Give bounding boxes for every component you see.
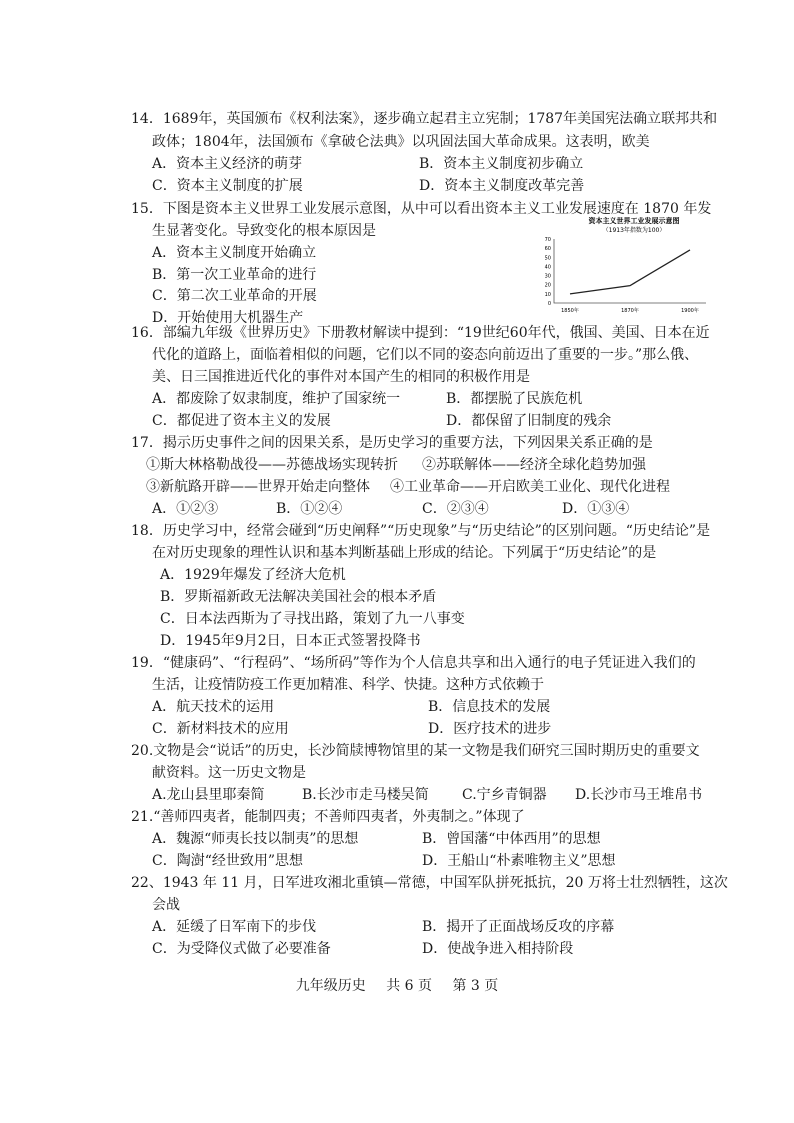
q18-option-d: D．1945年9月2日，日本正式签署投降书 (160, 633, 421, 649)
chart-y-tick-label: 10 (544, 291, 551, 298)
q19-stem-line2: 生活，让疫情防疫工作更加精准、科学、快捷。这种方式依赖于 (152, 677, 544, 693)
q17-option-c: C．②③④ (422, 501, 489, 517)
chart-x-ticks (561, 307, 699, 314)
chart-y-tick-label: 40 (544, 264, 551, 271)
q17-option-b: B．①②④ (276, 501, 343, 517)
q15-option-d: D．开始使用大机器生产 (152, 310, 304, 326)
q14-stem-line1: 14．1689年，英国颁布《权利法案》，逐步确立起君主立宪制；1787年美国宪法确立联邦共和 (131, 111, 718, 127)
q21-option-a: A．魏源“师夷长技以制夷”的思想 (152, 831, 359, 847)
q21-option-b: B．曾国藩“中体西用”的思想 (422, 831, 601, 847)
q21-option-d: D．王船山“朴素唯物主义”思想 (422, 853, 616, 869)
q17-item-4: ④工业革命——开启欧美工业化、现代化进程 (390, 479, 670, 495)
q18-option-a: A．1929年爆发了经济大危机 (160, 567, 346, 583)
q22-option-c: C．为受降仪式做了必要准备 (152, 941, 331, 957)
industry-chart (534, 213, 714, 317)
q15-stem-line1: 15．下图是资本主义世界工业发展示意图，从中可以看出资本主义工业发展速度在 1870 年发 (131, 201, 712, 217)
q22-option-d: D．使战争进入相持阶段 (422, 941, 574, 957)
footer-total-pages: 共 6 页 (386, 978, 432, 994)
q15-option-c: C．第二次工业革命的开展 (152, 288, 317, 304)
chart-x-tick-label: 1870年 (621, 308, 639, 314)
q21-stem-line1: 21.“善师四夷者，能制四夷；不善师四夷者，外夷制之。”体现了 (131, 809, 525, 825)
industry-chart-svg (534, 213, 714, 317)
q19-stem-line1: 19．“健康码”、“行程码”、“场所码”等作为个人信息共享和出入通行的电子凭证进入我们的 (131, 655, 696, 671)
q19-option-c: C．新材料技术的应用 (152, 721, 289, 737)
chart-subtitle: （1913年指数为100） (602, 227, 666, 234)
q17-option-d: D．①③④ (562, 501, 630, 517)
chart-y-ticks (545, 237, 551, 307)
q20-option-a: A.龙山县里耶秦简 (152, 787, 265, 803)
q18-option-b: B．罗斯福新政无法解决美国社会的根本矛盾 (160, 589, 437, 605)
chart-y-tick-label: 50 (544, 255, 551, 262)
q17-item-2: ②苏联解体——经济全球化趋势加强 (422, 457, 646, 473)
chart-y-tick-label: 70 (544, 237, 551, 243)
q14-stem-line2: 政体；1804年，法国颁布《拿破仑法典》以巩固法国大革命成果。这表明，欧美 (152, 134, 650, 150)
q14-option-a: A．资本主义经济的萌芽 (152, 156, 303, 172)
q16-option-c: C．都促进了资本主义的发展 (152, 413, 331, 429)
q22-option-b: B．揭开了正面战场反攻的序幕 (422, 919, 615, 935)
q17-option-a: A．①②③ (152, 501, 219, 517)
q17-item-1: ①斯大林格勒战役——苏德战场实现转折 (146, 457, 398, 473)
q18-stem-line2: 在对历史现象的理性认识和基本判断基础上形成的结论。下列属于“历史结论”的是 (152, 545, 657, 561)
q20-option-b: B.长沙市走马楼吴简 (302, 787, 429, 803)
q15-option-a: A．资本主义制度开始确立 (152, 245, 317, 261)
q20-option-c: C.宁乡青铜器 (462, 787, 547, 803)
q16-option-d: D．都保留了旧制度的残余 (446, 413, 612, 429)
q15-stem-line2: 生显著变化。导致变化的根本原因是 (152, 223, 376, 239)
q18-option-c: C．日本法西斯为了寻找出路，策划了九一八事变 (160, 611, 465, 627)
q14-option-d: D．资本主义制度改革完善 (419, 178, 585, 194)
q19-option-a: A．航天技术的运用 (152, 699, 275, 715)
q16-option-b: B．都摆脱了民族危机 (446, 391, 583, 407)
chart-series-line (570, 250, 690, 294)
chart-x-tick-label: 1900年 (681, 308, 699, 314)
page-footer (0, 975, 794, 995)
q22-stem-line1: 22、1943 年 11 月，日军进攻湘北重镇—常德，中国军队拼死抵抗，20 万将士壮烈牺牲，这次 (131, 875, 728, 891)
q22-option-a: A．延缓了日军南下的步伐 (152, 919, 317, 935)
q14-option-b: B．资本主义制度初步确立 (419, 156, 584, 172)
q22-stem-line2: 会战 (152, 897, 180, 913)
chart-title: 资本主义世界工业发展示意图 (588, 217, 680, 225)
q16-stem-line2: 代化的道路上，面临着相似的问题，它们以不同的姿态向前迈出了重要的一步。”那么俄、 (152, 347, 699, 363)
q19-option-b: B．信息技术的发展 (428, 699, 551, 715)
q15-option-b: B．第一次工业革命的进行 (152, 267, 317, 283)
q16-option-a: A．都废除了奴隶制度，维护了国家统一 (152, 391, 401, 407)
q17-stem-line1: 17．揭示历史事件之间的因果关系，是历史学习的重要方法，下列因果关系正确的是 (131, 435, 653, 451)
q20-stem-line2: 献资料。这一历史文物是 (152, 765, 306, 781)
footer-page-number: 第 3 页 (452, 978, 499, 994)
q19-option-d: D．医疗技术的进步 (428, 721, 552, 737)
q20-option-d: D.长沙市马王堆帛书 (575, 787, 703, 803)
footer-subject: 九年级历史 (295, 978, 366, 994)
q18-stem-line1: 18．历史学习中，经常会碰到“历史阐释”“历史现象”与“历史结论”的区别问题。“历史结论”是 (131, 523, 711, 539)
q20-stem-line1: 20.文物是会“说话”的历史，长沙简牍博物馆里的某一文物是我们研究三国时期历史的重要文 (131, 743, 700, 759)
chart-y-tick-label: 60 (544, 246, 551, 253)
chart-x-tick-label: 1850年 (561, 308, 579, 314)
q16-stem-line1: 16．部编九年级《世界历史》下册教材解读中提到：“19世纪60年代，俄国、美国、日本在近 (131, 325, 710, 341)
q16-stem-line3: 美、日三国推进近代化的事件对本国产生的相同的积极作用是 (152, 369, 530, 385)
chart-y-tick-label: 0 (547, 301, 551, 307)
q21-option-c: C．陶澍“经世致用”思想 (152, 853, 304, 869)
chart-y-tick-label: 20 (544, 282, 551, 289)
chart-y-tick-label: 30 (544, 273, 551, 280)
q14-option-c: C．资本主义制度的扩展 (152, 178, 303, 194)
q17-item-3: ③新航路开辟——世界开始走向整体 (146, 479, 370, 495)
